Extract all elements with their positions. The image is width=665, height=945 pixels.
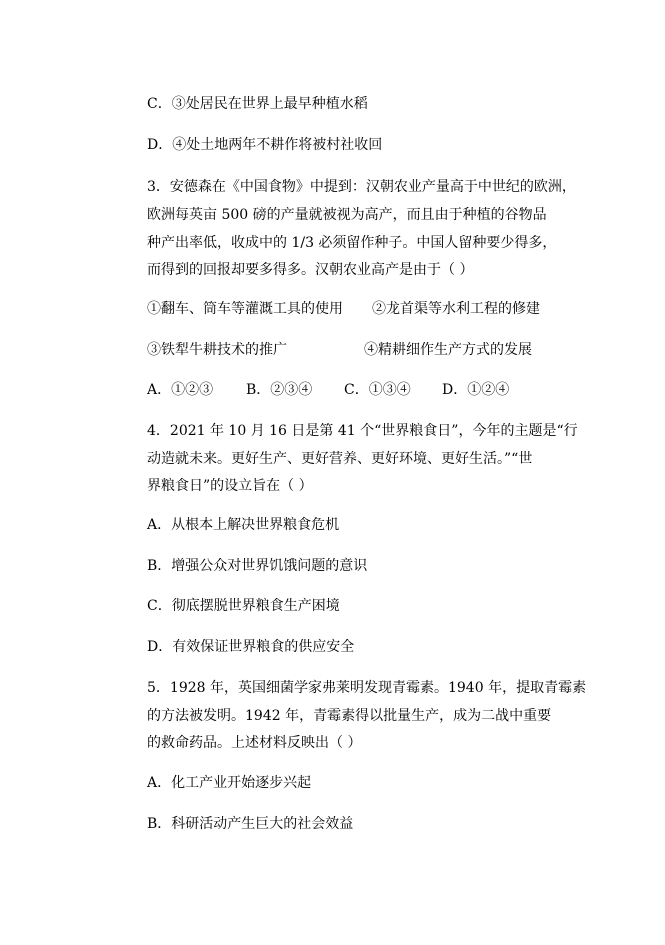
question-4-option-a: A．从根本上解决世界粮食危机: [147, 517, 340, 533]
question-3-line-3: 种产出率低，收成中的 1/3 必须留作种子。中国人留种要少得多，: [147, 235, 557, 251]
item-1: ①翻车、筒车等灌溉工具的使用: [147, 301, 343, 317]
option-c: C．③处居民在世界上最早种植水稻: [147, 96, 368, 112]
question-5-line-2: 的方法被发明。1942 年，青霉素得以批量生产，成为二战中重要: [147, 708, 552, 724]
question-5-option-a: A．化工产业开始逐步兴起: [147, 775, 312, 791]
question-5-line-1: 5．1928 年，英国细菌学家弗莱明发现青霉素。1940 年，提取青霉素: [147, 680, 587, 696]
question-4-option-c: C．彻底摆脱世界粮食生产困境: [147, 598, 340, 614]
question-4-option-b: B．增强公众对世界饥饿问题的意识: [147, 558, 368, 574]
choice-b: B．②③④: [246, 382, 313, 398]
question-3-line-4: 而得到的回报却要多得多。汉朝农业高产是由于（ ）: [147, 262, 474, 278]
question-3-line-2: 欧洲每英亩 500 磅的产量就被视为高产，而且由于种植的谷物品: [147, 207, 547, 223]
question-4-option-d: D．有效保证世界粮食的供应安全: [147, 639, 355, 655]
question-4-line-1: 4．2021 年 10 月 16 日是第 41 个“世界粮食日”，今年的主题是“行: [147, 423, 578, 439]
choice-c: C．①③④: [344, 382, 411, 398]
item-2: ②龙首渠等水利工程的修建: [372, 301, 540, 317]
question-3-line-1: 3．安德森在《中国食物》中提到：汉朝农业产量高于中世纪的欧洲，: [147, 179, 576, 195]
question-5-option-b: B．科研活动产生巨大的社会效益: [147, 816, 354, 832]
choice-a: A．①②③: [147, 382, 214, 398]
question-4-line-3: 界粮食日”的设立旨在（ ）: [147, 478, 313, 494]
item-4: ④精耕细作生产方式的发展: [364, 342, 532, 358]
choice-d: D．①②④: [442, 382, 510, 398]
question-4-line-2: 动造就未来。更好生产、更好营养、更好环境、更好生活。”“世: [147, 451, 533, 467]
question-5-line-3: 的救命药品。上述材料反映出（ ）: [147, 735, 362, 751]
option-d: D．④处土地两年不耕作将被村社收回: [147, 137, 383, 153]
item-3: ③铁犁牛耕技术的推广: [147, 342, 287, 358]
